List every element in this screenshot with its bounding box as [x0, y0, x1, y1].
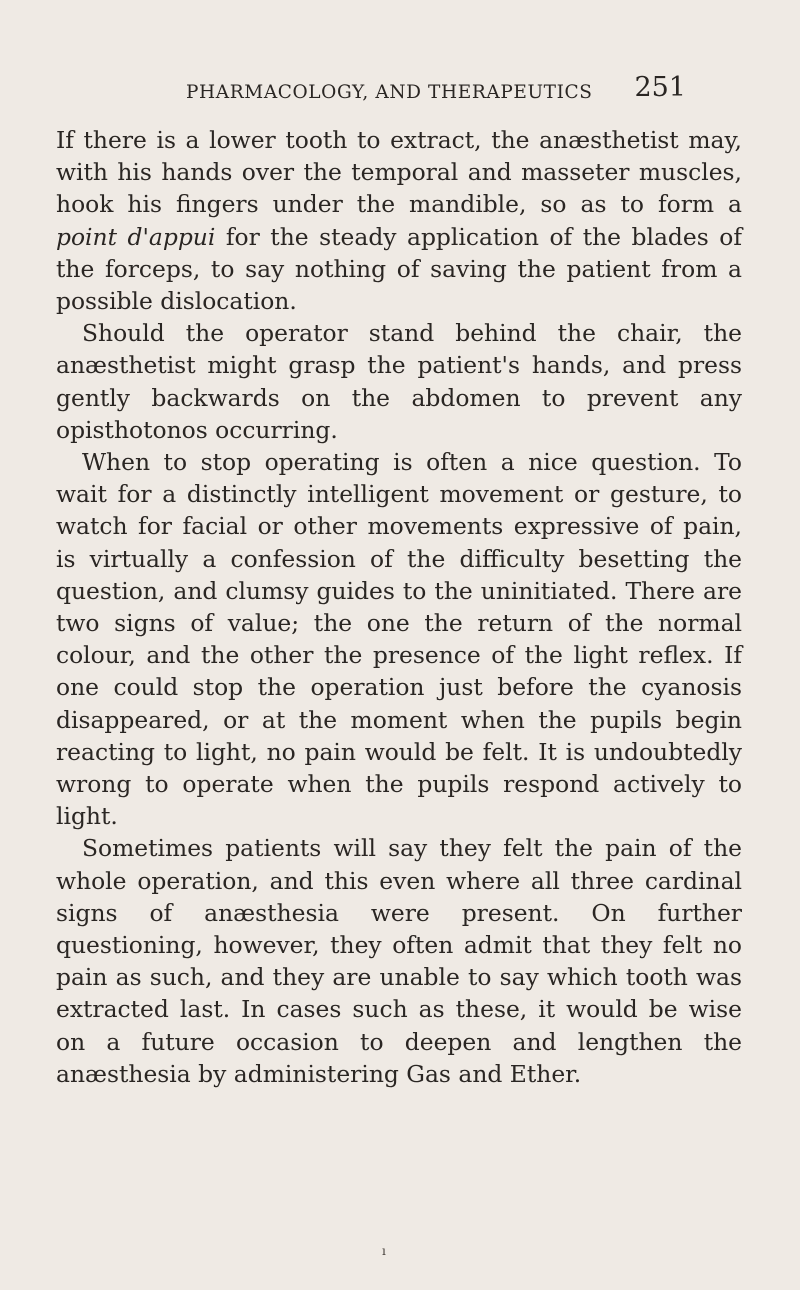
italic-phrase-point-dappui: point d'appui: [56, 222, 216, 251]
stray-print-mark: ı: [382, 1244, 386, 1258]
paragraph-operator-behind-chair: Should the operator stand behind the chair, the anæsthetist might grasp the patient's hands, and press gently backwards on the abdomen to prevent any opisthotonos occurring.: [56, 319, 742, 444]
page-number: 251: [634, 72, 686, 103]
running-head: [186, 66, 686, 116]
paragraph-lower-tooth-end: for the steady application of the blades of the forceps, to say nothing of saving the patient from a possible dislocation.: [56, 222, 742, 316]
running-title: PHARMACOLOGY, AND THERAPEUTICS: [186, 82, 593, 103]
paragraph-when-to-stop: When to stop operating is often a nice question. To wait for a distinctly intelligent movement or gesture, to watch for facial or other movements expressive of pain, is virtually a confession of the difficulty besetting the question, and clumsy guides to the uninitiated. There are two signs of value; the one the return of the normal colour, and the other the presence of the light reflex. If one could stop the operation just before the cyanosis disappeared, or at the moment when the pupils begin reacting to light, no pain would be felt. It is undoubtedly wrong to operate when the pupils respond actively to light.: [56, 448, 742, 831]
paragraph-lower-tooth-start: If there is a lower tooth to extract, the anæsthetist may, with his hands over the temporal and masseter muscles, hook his fingers under the mandible, so as to form a: [56, 126, 742, 219]
paragraph-patients-felt-pain: Sometimes patients will say they felt the pain of the whole operation, and this even where all three cardinal signs of anæsthesia were present. On further questioning, however, they often admit that they felt no pain as such, and they are unable to say which tooth was extracted last. In cases such as these, it would be wise on a future occasion to deepen and lengthen the anæsthesia by administering Gas and Ether.: [56, 834, 742, 1088]
body-text: [56, 124, 742, 1090]
paragraph-lower-tooth: [56, 124, 742, 317]
